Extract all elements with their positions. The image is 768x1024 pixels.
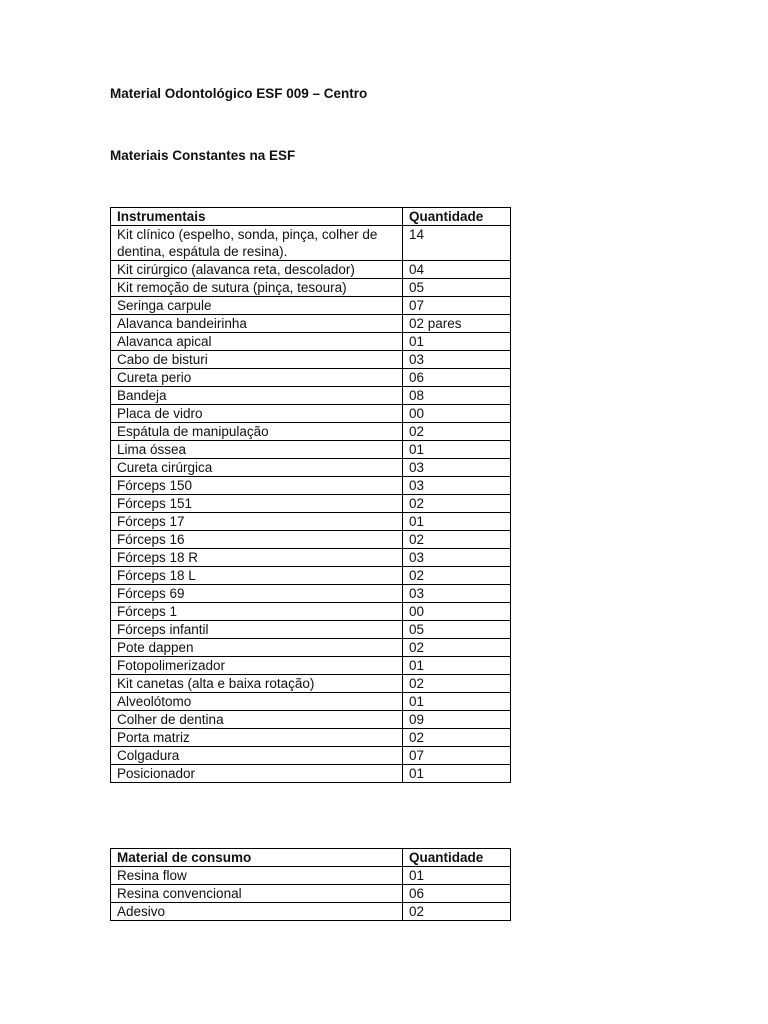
column-header-consumable: Material de consumo [111, 849, 403, 867]
item-name-cell: Fórceps 150 [111, 477, 403, 495]
quantity-cell: 01 [403, 513, 511, 531]
item-name-cell: Fórceps 18 L [111, 567, 403, 585]
item-name-cell: Fórceps infantil [111, 621, 403, 639]
quantity-cell: 01 [403, 693, 511, 711]
quantity-cell: 00 [403, 603, 511, 621]
item-name-cell: Bandeja [111, 387, 403, 405]
quantity-cell: 01 [403, 333, 511, 351]
table-row [111, 585, 511, 603]
table-row [111, 423, 511, 441]
item-name-cell: Kit cirúrgico (alavanca reta, descolador) [111, 261, 403, 279]
quantity-cell: 02 [403, 729, 511, 747]
quantity-cell: 05 [403, 621, 511, 639]
item-name-cell: Alveolótomo [111, 693, 403, 711]
table-row [111, 747, 511, 765]
item-name-cell: Alavanca apical [111, 333, 403, 351]
table-row [111, 297, 511, 315]
table-row [111, 885, 511, 903]
item-name-cell: Fórceps 1 [111, 603, 403, 621]
table-row [111, 603, 511, 621]
item-name-cell: Fotopolimerizador [111, 657, 403, 675]
table-row [111, 639, 511, 657]
quantity-cell: 02 [403, 495, 511, 513]
table-row [111, 765, 511, 783]
quantity-cell: 03 [403, 477, 511, 495]
table-row [111, 567, 511, 585]
item-name-cell: Espátula de manipulação [111, 423, 403, 441]
table-row [111, 441, 511, 459]
table-row [111, 226, 511, 261]
section-title: Materiais Constantes na ESF [110, 148, 296, 163]
quantity-cell: 06 [403, 885, 511, 903]
item-name-cell: Colher de dentina [111, 711, 403, 729]
table-row [111, 675, 511, 693]
table-row [111, 405, 511, 423]
item-name-cell: Fórceps 16 [111, 531, 403, 549]
quantity-cell: 02 pares [403, 315, 511, 333]
table-row [111, 351, 511, 369]
item-name-cell: Adesivo [111, 903, 403, 921]
item-name-cell: Kit canetas (alta e baixa rotação) [111, 675, 403, 693]
quantity-cell: 03 [403, 585, 511, 603]
quantity-cell: 03 [403, 351, 511, 369]
table-row [111, 369, 511, 387]
quantity-cell: 02 [403, 423, 511, 441]
table-row [111, 549, 511, 567]
item-name-cell: Colgadura [111, 747, 403, 765]
quantity-cell: 03 [403, 549, 511, 567]
item-name-cell: Kit remoção de sutura (pinça, tesoura) [111, 279, 403, 297]
table-row [111, 279, 511, 297]
quantity-cell: 08 [403, 387, 511, 405]
item-name-cell: Placa de vidro [111, 405, 403, 423]
quantity-cell: 00 [403, 405, 511, 423]
quantity-cell: 02 [403, 531, 511, 549]
table-row [111, 477, 511, 495]
item-name-cell: Posicionador [111, 765, 403, 783]
table-header-row [111, 208, 511, 226]
column-header-instruments: Instrumentais [111, 208, 403, 226]
table-row [111, 495, 511, 513]
table-row [111, 693, 511, 711]
quantity-cell: 04 [403, 261, 511, 279]
column-header-quantity: Quantidade [403, 849, 511, 867]
item-name-cell: Pote dappen [111, 639, 403, 657]
table-row [111, 387, 511, 405]
item-name-cell: Fórceps 17 [111, 513, 403, 531]
item-name-cell: Fórceps 69 [111, 585, 403, 603]
table-row [111, 621, 511, 639]
quantity-cell: 05 [403, 279, 511, 297]
item-name-cell: Kit clínico (espelho, sonda, pinça, colher de dentina, espátula de resina). [111, 226, 403, 261]
document-title: Material Odontológico ESF 009 – Centro [110, 86, 368, 101]
item-name-cell: Cabo de bisturi [111, 351, 403, 369]
quantity-cell: 06 [403, 369, 511, 387]
item-name-cell: Fórceps 151 [111, 495, 403, 513]
table-row [111, 513, 511, 531]
quantity-cell: 02 [403, 567, 511, 585]
table-row [111, 333, 511, 351]
quantity-cell: 07 [403, 297, 511, 315]
table-row [111, 531, 511, 549]
item-name-cell: Seringa carpule [111, 297, 403, 315]
table-row [111, 459, 511, 477]
item-name-cell: Resina flow [111, 867, 403, 885]
table-row [111, 711, 511, 729]
quantity-cell: 02 [403, 903, 511, 921]
item-name-cell: Cureta cirúrgica [111, 459, 403, 477]
quantity-cell: 07 [403, 747, 511, 765]
item-name-cell: Lima óssea [111, 441, 403, 459]
table-row [111, 261, 511, 279]
instruments-table [110, 207, 511, 783]
quantity-cell: 03 [403, 459, 511, 477]
table-row [111, 315, 511, 333]
item-name-cell: Cureta perio [111, 369, 403, 387]
table-row [111, 867, 511, 885]
item-name-cell: Alavanca bandeirinha [111, 315, 403, 333]
quantity-cell: 09 [403, 711, 511, 729]
quantity-cell: 01 [403, 765, 511, 783]
quantity-cell: 02 [403, 639, 511, 657]
table-row [111, 903, 511, 921]
quantity-cell: 01 [403, 657, 511, 675]
table-header-row [111, 849, 511, 867]
column-header-quantity: Quantidade [403, 208, 511, 226]
consumables-table [110, 848, 511, 921]
quantity-cell: 14 [403, 226, 511, 261]
quantity-cell: 02 [403, 675, 511, 693]
table-row [111, 729, 511, 747]
quantity-cell: 01 [403, 441, 511, 459]
item-name-cell: Fórceps 18 R [111, 549, 403, 567]
quantity-cell: 01 [403, 867, 511, 885]
item-name-cell: Resina convencional [111, 885, 403, 903]
table-row [111, 657, 511, 675]
item-name-cell: Porta matriz [111, 729, 403, 747]
